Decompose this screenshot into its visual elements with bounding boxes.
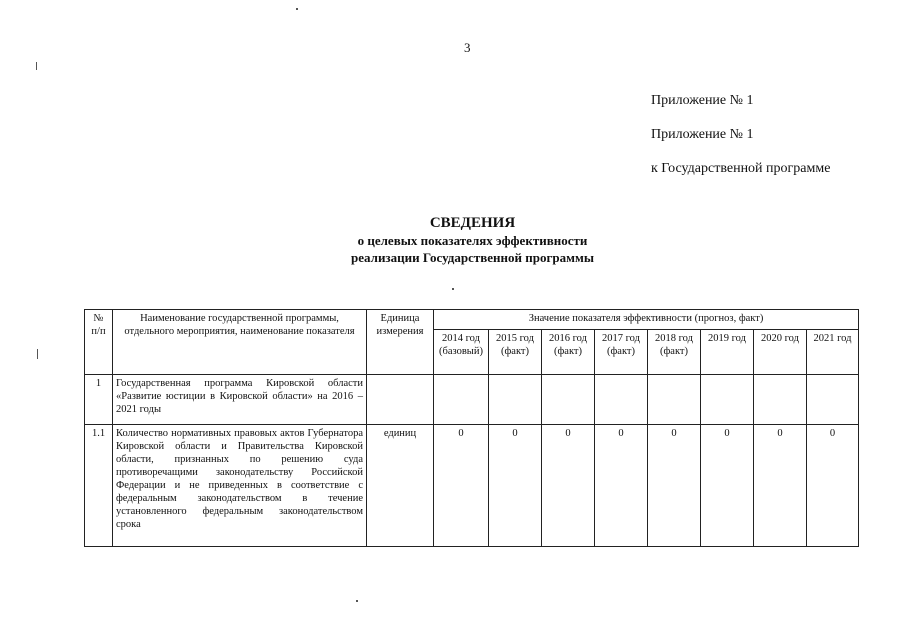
row-value	[648, 375, 701, 425]
year-header: 2017 год (факт)	[595, 330, 648, 375]
row-value: 0	[434, 425, 489, 547]
header-name: Наименование государственной программы, отдельного мероприятия, наименование показателя	[113, 310, 367, 375]
row-name: Количество нормативных правовых актов Губернатора Кировской области и Правительства Кировской области, признанных по решению суда противоречащими законодательству Российской Федерации и не приведенных в соответствие с федеральным законодательством в течение установленного федеральным законодательством срока	[113, 425, 367, 547]
row-value: 0	[489, 425, 542, 547]
row-unit	[367, 375, 434, 425]
scan-speck	[36, 62, 37, 70]
scan-speck	[452, 288, 454, 290]
row-name: Государственная программа Кировской области «Развитие юстиции в Кировской области» на 2016 – 2021 годы	[113, 375, 367, 425]
scan-speck	[356, 600, 358, 602]
year-header: 2020 год	[754, 330, 807, 375]
header-num: № п/п	[85, 310, 113, 375]
row-value	[595, 375, 648, 425]
title-subtitle-2: реализации Государственной программы	[351, 250, 594, 265]
indicators-table	[84, 309, 859, 547]
appendix-line-3: к Государственной программе	[651, 161, 831, 176]
row-value	[754, 375, 807, 425]
year-header: 2021 год	[807, 330, 859, 375]
row-value	[489, 375, 542, 425]
row-value: 0	[701, 425, 754, 547]
row-num: 1	[85, 375, 113, 425]
appendix-line-1: Приложение № 1	[651, 93, 754, 108]
appendix-line-2: Приложение № 1	[651, 127, 754, 142]
row-value	[807, 375, 859, 425]
table-row	[85, 425, 859, 547]
title-main: СВЕДЕНИЯ	[429, 215, 516, 231]
year-header: 2018 год (факт)	[648, 330, 701, 375]
row-value: 0	[648, 425, 701, 547]
year-header: 2019 год	[701, 330, 754, 375]
document-title	[300, 215, 645, 266]
row-value: 0	[542, 425, 595, 547]
title-subtitle-1: о целевых показателях эффективности	[357, 233, 588, 248]
year-header: 2014 год (базовый)	[434, 330, 489, 375]
row-value	[434, 375, 489, 425]
page-number: 3	[464, 40, 471, 55]
row-num: 1.1	[85, 425, 113, 547]
row-value	[542, 375, 595, 425]
row-value: 0	[807, 425, 859, 547]
row-unit: единиц	[367, 425, 434, 547]
scan-speck	[37, 349, 38, 359]
table-row	[85, 375, 859, 425]
table-header-row	[85, 310, 859, 330]
year-header: 2016 год (факт)	[542, 330, 595, 375]
row-value	[701, 375, 754, 425]
row-value: 0	[595, 425, 648, 547]
row-value: 0	[754, 425, 807, 547]
header-unit: Единица измерения	[367, 310, 434, 375]
year-header: 2015 год (факт)	[489, 330, 542, 375]
header-values: Значение показателя эффективности (прогноз, факт)	[434, 310, 859, 330]
scan-speck	[296, 8, 298, 10]
